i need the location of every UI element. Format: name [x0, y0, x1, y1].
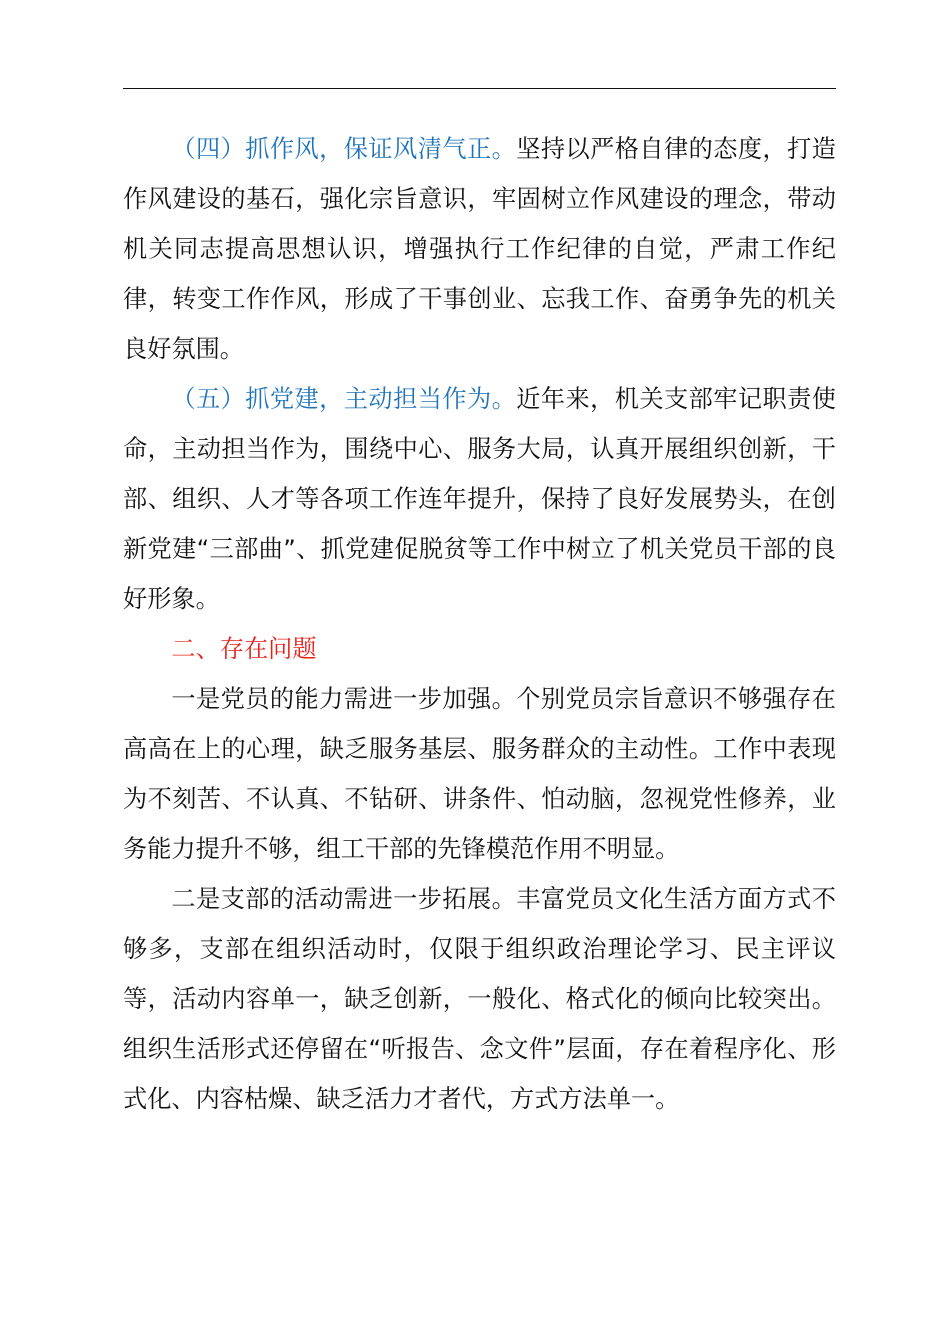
paragraph-work-style	[123, 124, 836, 374]
problem-paragraph-2: 二是支部的活动需进一步拓展。丰富党员文化生活方面方式不够多，支部在组织活动时，仅限于组织政治理论学习、民主评议等，活动内容单一，缺乏创新，一般化、格式化的倾向比较突出。组织生活形式还停留在“听报告、念文件”层面，存在着程序化、形式化、内容枯燥、缺乏活力才者代，方式方法单一。	[123, 885, 836, 1113]
subheading-work-style: （四）抓作风，保证风清气正。	[171, 135, 517, 163]
section-title: 二、存在问题	[171, 635, 317, 663]
paragraph-text: 近年来，机关支部牢记职责使命，主动担当作为，围绕中心、服务大局，认真开展组织创新，干部、组织、人才等各项工作连年提升，保持了良好发展势头，在创新党建“三部曲”、抓党建促脱贫等工作中树立了机关党员干部的良好形象。	[123, 385, 836, 613]
subheading-party-building: （五）抓党建，主动担当作为。	[171, 385, 517, 413]
header-rule	[123, 88, 836, 89]
paragraph-party-building	[123, 374, 836, 624]
paragraph-text: 坚持以严格自律的态度，打造作风建设的基石，强化宗旨意识，牢固树立作风建设的理念，带动机关同志提高思想认识，增强执行工作纪律的自觉，严肃工作纪律，转变工作作风，形成了干事创业、忘我工作、奋勇争先的机关良好氛围。	[123, 135, 836, 363]
document-body	[123, 124, 836, 1124]
problem-paragraph-1: 一是党员的能力需进一步加强。个别党员宗旨意识不够强存在高高在上的心理，缺乏服务基层、服务群众的主动性。工作中表现为不刻苦、不认真、不钻研、讲条件、怕动脑，忽视党性修养，业务能力提升不够，组工干部的先锋模范作用不明显。	[123, 685, 836, 863]
